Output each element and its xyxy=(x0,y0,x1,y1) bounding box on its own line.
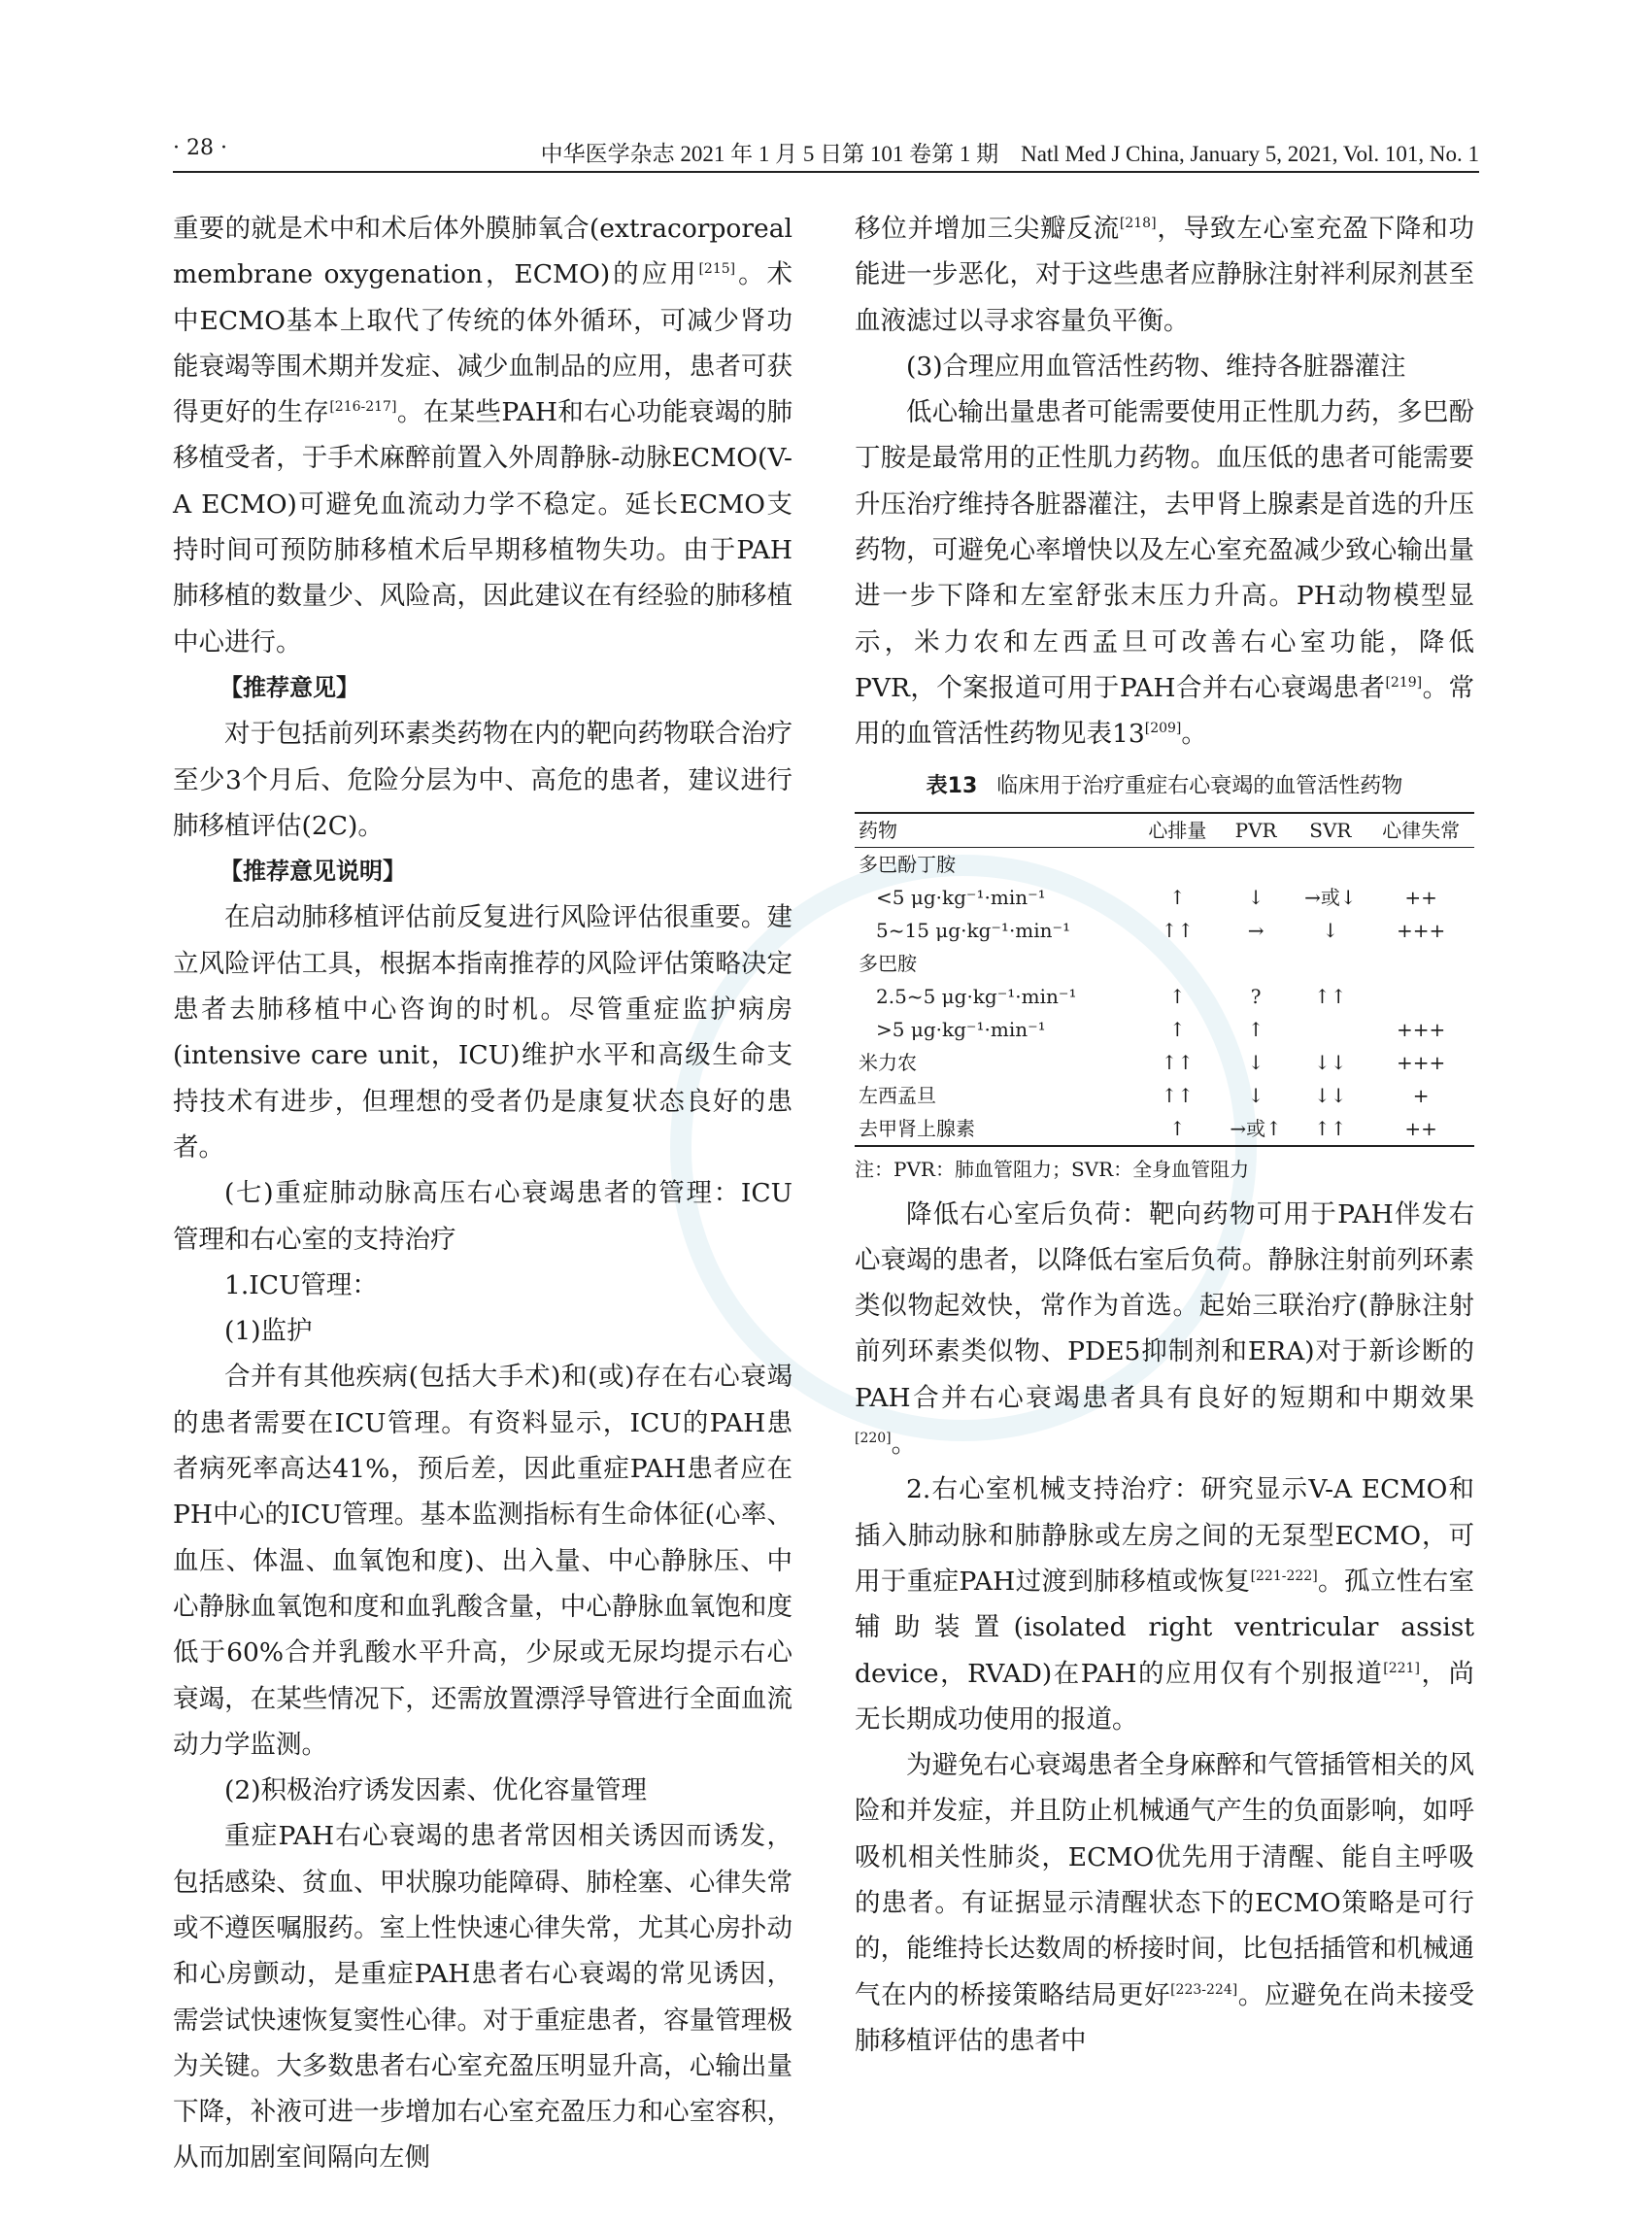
paragraph-text: 合并有其他疾病(包括大手术)和(或)存在右心衰竭的患者需要在ICU管理。有资料显示，ICU的PAH患者病死率高达41%，预后差，因此重症PAH患者应在PH中心的ICU管理。基本监测指标有生命体征(心率、血压、体温、血氧饱和度)、出入量、中心静脉压、中心静脉血氧饱和度和血乳酸含量，中心静脉血氧饱和度低于60%合并乳酸水平升高，少尿或无尿均提示右心衰竭，在某些情况下，还需放置漂浮导管进行全面血流动力学监测。 xyxy=(173,1362,792,1760)
section-heading: 【推荐意见说明】 xyxy=(219,858,406,886)
table-header-cell: 心律失常 xyxy=(1382,818,1461,842)
table-cell: ↑↑ xyxy=(1161,1083,1195,1107)
table-cell: ↑ xyxy=(1168,1116,1186,1140)
table-cell: <5 μg·kg⁻¹·min⁻¹ xyxy=(876,885,1046,909)
paragraph-text: 。 xyxy=(891,1429,918,1460)
table-cell xyxy=(1136,847,1219,881)
table-cell xyxy=(1136,947,1219,980)
page-header xyxy=(173,132,1479,173)
paragraph-text: 。常用的血管活性药物见表13 xyxy=(855,672,1475,750)
table-cell: 5~15 μg·kg⁻¹·min⁻¹ xyxy=(876,918,1071,942)
table-13 xyxy=(855,769,1474,1186)
citation-ref: [221-222] xyxy=(1250,1568,1318,1585)
paragraph xyxy=(855,344,1474,389)
table-cell: →或↓ xyxy=(1304,885,1357,909)
table-cell: ↑ xyxy=(1168,984,1186,1008)
table-cell xyxy=(1294,947,1368,980)
citation-ref: [223-224] xyxy=(1170,1981,1238,1998)
paragraph-text: (3)合理应用血管活性药物、维持各脏器灌注 xyxy=(906,351,1406,382)
table-row xyxy=(855,947,1474,980)
page-number: · 28 · xyxy=(173,136,227,160)
table-cell: ++ xyxy=(1404,885,1437,909)
table-cell: ↓ xyxy=(1247,1050,1264,1074)
table-cell: ↓ xyxy=(1247,885,1264,909)
right-column xyxy=(855,206,1474,2064)
table-cell xyxy=(1367,980,1474,1013)
table-cell: ↑ xyxy=(1168,885,1186,909)
table-row xyxy=(855,980,1474,1013)
table-header-row xyxy=(855,813,1474,848)
table-cell: 多巴酚丁胺 xyxy=(859,852,956,876)
paragraph xyxy=(173,1263,792,1308)
vasoactive-drug-table xyxy=(855,812,1474,1147)
paragraph xyxy=(855,1192,1474,1467)
paragraph xyxy=(173,1308,792,1354)
left-column xyxy=(173,206,792,2181)
right-column-bottom xyxy=(855,1192,1474,2065)
citation-ref: [219] xyxy=(1385,675,1423,691)
table-cell xyxy=(1294,1013,1368,1046)
table-cell: >5 μg·kg⁻¹·min⁻¹ xyxy=(876,1017,1046,1041)
table-header-cell: 心排量 xyxy=(1148,818,1207,842)
table-caption xyxy=(855,769,1474,804)
paragraph xyxy=(855,1466,1474,1742)
table-note: 注：PVR：肺血管阻力；SVR：全身血管阻力 xyxy=(855,1157,1250,1181)
table-cell xyxy=(1219,847,1294,881)
table-cell: ++ xyxy=(1404,1116,1437,1140)
paragraph-text: 移位并增加三尖瓣反流 xyxy=(855,214,1120,244)
table-row xyxy=(855,914,1474,947)
paragraph-text: (七)重症肺动脉高压右心衰竭患者的管理：ICU 管理和右心室的支持治疗 xyxy=(173,1178,792,1255)
table-row xyxy=(855,1013,1474,1046)
paragraph-text: 。孤立性右室辅助装置(isolated right ventricular assist device，RVAD)在PAH的应用仅有个别报道 xyxy=(855,1566,1474,1689)
paragraph xyxy=(173,1813,792,2180)
paragraph-text: 。在某些PAH和右心功能衰竭的肺移植受者，于手术麻醉前置入外周静脉-动脉ECMO(V-A ECMO)可避免血流动力学不稳定。延长ECMO支持时间可预防肺移植术后早期移植物失功。由于PAH肺移植的数量少、风险高，因此建议在有经验的肺移植中心进行。 xyxy=(173,397,792,657)
paragraph xyxy=(173,1170,792,1263)
paragraph-text: 。应避免在尚未接受肺移植评估的患者中 xyxy=(855,1979,1475,2056)
table-label: 表13 xyxy=(926,773,978,798)
table-cell: 2.5~5 μg·kg⁻¹·min⁻¹ xyxy=(876,984,1077,1008)
table-cell: 米力农 xyxy=(859,1050,917,1074)
table-body xyxy=(855,847,1474,1146)
table-title: 临床用于治疗重症右心衰竭的血管活性药物 xyxy=(996,773,1403,798)
paragraph xyxy=(173,206,792,665)
paragraph-text: (2)积极治疗诱发因素、优化容量管理 xyxy=(224,1775,648,1806)
table-cell: +++ xyxy=(1396,1017,1446,1041)
paragraph-text: 。术中ECMO基本上取代了传统的体外循环，可减少肾功能衰竭等围术期并发症、减少血制品的应用，患者可获得更好的生存 xyxy=(173,259,793,428)
table-cell: ↓↓ xyxy=(1314,1083,1347,1107)
table-row xyxy=(855,1079,1474,1112)
paragraph-text: 重症PAH右心衰竭的患者常因相关诱因而诱发，包括感染、贫血、甲状腺功能障碍、肺栓塞、心律失常或不遵医嘱服药。室上性快速心律失常，尤其心房扑动和心房颤动，是重症PAH患者右心衰竭的常见诱因，需尝试快速恢复窦性心律。对于重症患者，容量管理极为关键。大多数患者右心室充盈压明显升高，心输出量下降，补液可进一步增加右心室充盈压力和心室容积，从而加剧室间隔向左侧 xyxy=(173,1821,792,2174)
paragraph xyxy=(855,389,1474,757)
citation-ref: [215] xyxy=(698,261,736,278)
table-cell: ↑↑ xyxy=(1314,1116,1347,1140)
table-cell: ↑ xyxy=(1168,1017,1186,1041)
right-column-top xyxy=(855,206,1474,758)
table-row xyxy=(855,1046,1474,1079)
table-cell: +++ xyxy=(1396,1050,1446,1074)
table-header-cell: SVR xyxy=(1309,818,1352,842)
table-cell: + xyxy=(1412,1083,1430,1107)
paragraph-text: (1)监护 xyxy=(224,1316,313,1347)
paragraph xyxy=(173,1354,792,1768)
table-cell: ↓ xyxy=(1322,918,1339,942)
table-cell: ↓↓ xyxy=(1314,1050,1347,1074)
paragraph-text: ，导致左心室充盈下降和功能进一步恶化，对于这些患者应静脉注射袢利尿剂甚至血液滤过以寻求容量负平衡。 xyxy=(855,214,1475,336)
paragraph-text: 在启动肺移植评估前反复进行风险评估很重要。建立风险评估工具，根据本指南推荐的风险评估策略决定患者去肺移植中心咨询的时机。尽管重症监护病房(intensive care unit，ICU)维护水平和高级生命支持技术有进步，但理想的受者仍是康复状态良好的患者。 xyxy=(173,902,792,1163)
paragraph-text: 低心输出量患者可能需要使用正性肌力药，多巴酚丁胺是最常用的正性肌力药物。血压低的患者可能需要升压治疗维持各脏器灌注，去甲肾上腺素是首选的升压药物，可避免心率增快以及左心室充盈减少致心输出量进一步下降和左室舒张末压力升高。PH动物模型显示，米力农和左西孟旦可改善右心室功能，降低PVR，个案报道可用于PAH合并右心衰竭患者 xyxy=(855,397,1474,703)
table-row xyxy=(855,847,1474,881)
table-header-cell: PVR xyxy=(1234,818,1277,842)
table-cell xyxy=(1219,947,1294,980)
paragraph xyxy=(173,1768,792,1813)
paragraph-text: 降低右心室后负荷：靶向药物可用于PAH伴发右心衰竭的患者，以降低右室后负荷。静脉注射前列环素类似物起效快，常作为首选。起始三联治疗(静脉注射前列环素类似物、PDE5抑制剂和ERA)对于新诊断的PAH合并右心衰竭患者具有良好的短期和中期效果 xyxy=(855,1198,1474,1413)
table-header-cell: 药物 xyxy=(859,818,897,842)
table-cell xyxy=(1294,847,1368,881)
table-cell: ? xyxy=(1250,984,1262,1008)
paragraph-text: ，尚无长期成功使用的报道。 xyxy=(855,1658,1474,1735)
table-cell: →或↑ xyxy=(1230,1116,1282,1140)
citation-ref: [209] xyxy=(1144,721,1182,737)
paragraph xyxy=(173,894,792,1170)
table-cell xyxy=(1367,947,1474,980)
citation-ref: [216-217] xyxy=(329,399,397,416)
table-cell xyxy=(1367,847,1474,881)
table-cell: +++ xyxy=(1396,918,1446,942)
paragraph-text: 1.ICU管理： xyxy=(224,1269,378,1300)
paragraph-text: 2.右心室机械支持治疗：研究显示V-A ECMO和插入肺动脉和肺静脉或左房之间的无泵型ECMO，可用于重症PAH过渡到肺移植或恢复 xyxy=(855,1474,1474,1597)
paragraph xyxy=(855,1742,1474,2064)
table-cell: 多巴胺 xyxy=(859,951,917,975)
table-cell: 去甲肾上腺素 xyxy=(859,1116,975,1140)
table-cell: ↑↑ xyxy=(1161,918,1195,942)
table-cell: → xyxy=(1247,918,1264,942)
table-cell: ↓ xyxy=(1247,1083,1264,1107)
table-cell: ↑ xyxy=(1247,1017,1264,1041)
citation-ref: [220] xyxy=(855,1431,892,1447)
paragraph-text: 重要的就是术中和术后体外膜肺氧合(extracorporeal membrane oxygenation，ECMO)的应用 xyxy=(173,214,792,290)
paragraph-text: 为避免右心衰竭患者全身麻醉和气管插管相关的风险和并发症，并且防止机械通气产生的负面影响，如呼吸机相关性肺炎，ECMO优先用于清醒、能自主呼吸的患者。有证据显示清醒状态下的ECMO策略是可行的，能维持长达数周的桥接时间，比包括插管和机械通气在内的桥接策略结局更好 xyxy=(855,1750,1474,2010)
paragraph-text: 。 xyxy=(1181,719,1207,750)
table-cell: ↑↑ xyxy=(1314,984,1347,1008)
paragraph-text: 对于包括前列环素类药物在内的靶向药物联合治疗至少3个月后、危险分层为中、高危的患者，建议进行肺移植评估(2C)。 xyxy=(173,719,792,841)
table-cell: ↑↑ xyxy=(1161,1050,1195,1074)
paragraph xyxy=(855,206,1474,344)
journal-citation: 中华医学杂志 2021 年 1 月 5 日第 101 卷第 1 期 Natl Med J China, January 5, 2021, Vol. 101, No. 1 xyxy=(540,142,1479,166)
table-row xyxy=(855,1112,1474,1146)
citation-ref: [221] xyxy=(1383,1660,1420,1676)
table-cell: 左西孟旦 xyxy=(859,1083,936,1107)
table-row xyxy=(855,881,1474,914)
section-heading: 【推荐意见】 xyxy=(219,673,359,701)
paragraph xyxy=(173,711,792,849)
citation-ref: [218] xyxy=(1119,216,1157,232)
